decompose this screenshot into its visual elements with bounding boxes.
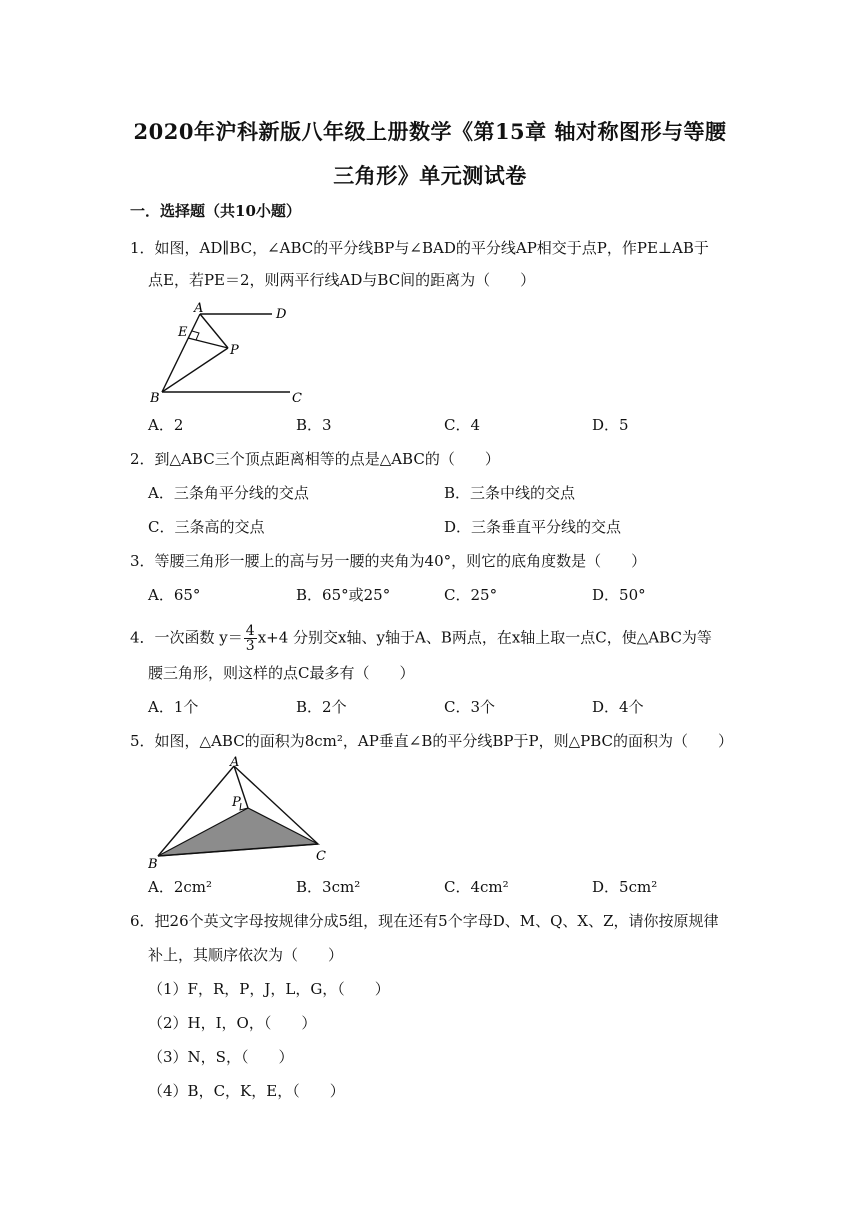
q5-label-p: P: [232, 795, 241, 810]
q5-label-a: A: [230, 756, 240, 770]
q5-label-b: B: [148, 857, 158, 872]
q1-option-c: C．4: [444, 416, 481, 434]
q6-stem-line-2: 补上，其顺序依次为（ ）: [148, 946, 344, 964]
q4-fraction-denominator: 3: [245, 638, 255, 654]
q4-option-b: B．2个: [296, 698, 347, 716]
q1-label-c: C: [292, 391, 302, 406]
q3-option-b: B．65°或25°: [296, 586, 391, 604]
q3-option-d: D．50°: [592, 586, 646, 604]
q5-option-c: C．4cm²: [444, 878, 509, 896]
q5-label-c: C: [316, 849, 326, 864]
q4-option-c: C．3个: [444, 698, 496, 716]
q4-fraction: [244, 624, 257, 653]
q6-group-2: （2）H，I，O，（ ）: [148, 1014, 317, 1032]
q5-option-a: A．2cm²: [148, 878, 213, 896]
q2-option-c: C．三条高的交点: [148, 518, 265, 536]
q2-option-b: B．三条中线的交点: [444, 484, 576, 502]
section-heading: 一．选择题（共10小题）: [130, 202, 301, 220]
q1-label-e: E: [178, 325, 188, 340]
q1-stem-line-2: 点E，若PE＝2，则两平行线AD与BC间的距离为（ ）: [148, 271, 536, 289]
exam-title-line-1: 2020年沪科新版八年级上册数学《第15章 轴对称图形与等腰: [133, 119, 727, 144]
q6-group-3: （3）N，S，（ ）: [148, 1048, 294, 1066]
q4-stem-prefix: 4．一次函数 y＝: [130, 628, 243, 647]
q4-stem-suffix: x+4 分别交x轴、y轴于A、B两点，在x轴上取一点C，使△ABC为等: [257, 628, 712, 647]
q6-stem-line-1: 6．把26个英文字母按规律分成5组，现在还有5个字母D、M、Q、X、Z，请你按原规律: [130, 912, 719, 930]
q5-option-b: B．3cm²: [296, 878, 361, 896]
q3-option-a: A．65°: [148, 586, 201, 604]
q3-stem: 3．等腰三角形一腰上的高与另一腰的夹角为40°，则它的底角度数是（ ）: [130, 552, 647, 570]
q6-group-4: （4）B，C，K，E，（ ）: [148, 1082, 345, 1100]
q1-option-a: A．2: [148, 416, 184, 434]
exam-title-line-2: 三角形》单元测试卷: [333, 163, 527, 188]
q1-label-a: A: [194, 301, 204, 316]
q4-stem-line-2: 腰三角形，则这样的点C最多有（ ）: [148, 664, 415, 682]
q1-option-b: B．3: [296, 416, 332, 434]
q1-label-d: D: [276, 307, 287, 322]
q1-label-b: B: [150, 391, 160, 406]
q6-group-1: （1）F，R，P，J，L，G，（ ）: [148, 980, 390, 998]
q2-option-a: A．三条角平分线的交点: [148, 484, 309, 502]
q2-stem: 2．到△ABC三个顶点距离相等的点是△ABC的（ ）: [130, 450, 500, 468]
q5-figure: [148, 756, 338, 872]
q4-stem-line-1: [130, 624, 712, 653]
q2-option-d: D．三条垂直平分线的交点: [444, 518, 622, 536]
q4-fraction-numerator: 4: [245, 623, 255, 639]
q1-label-p: P: [230, 343, 239, 358]
q1-figure: [150, 298, 320, 406]
q5-stem: 5．如图，△ABC的面积为8cm²，AP垂直∠B的平分线BP于P，则△PBC的面积为（ ）: [130, 732, 734, 750]
q4-option-a: A．1个: [148, 698, 199, 716]
q3-option-c: C．25°: [444, 586, 498, 604]
q1-option-d: D．5: [592, 416, 629, 434]
q4-option-d: D．4个: [592, 698, 644, 716]
q1-stem-line-1: 1．如图，AD∥BC，∠ABC的平分线BP与∠BAD的平分线AP相交于点P，作PE⊥AB于: [130, 239, 709, 257]
q5-option-d: D．5cm²: [592, 878, 658, 896]
